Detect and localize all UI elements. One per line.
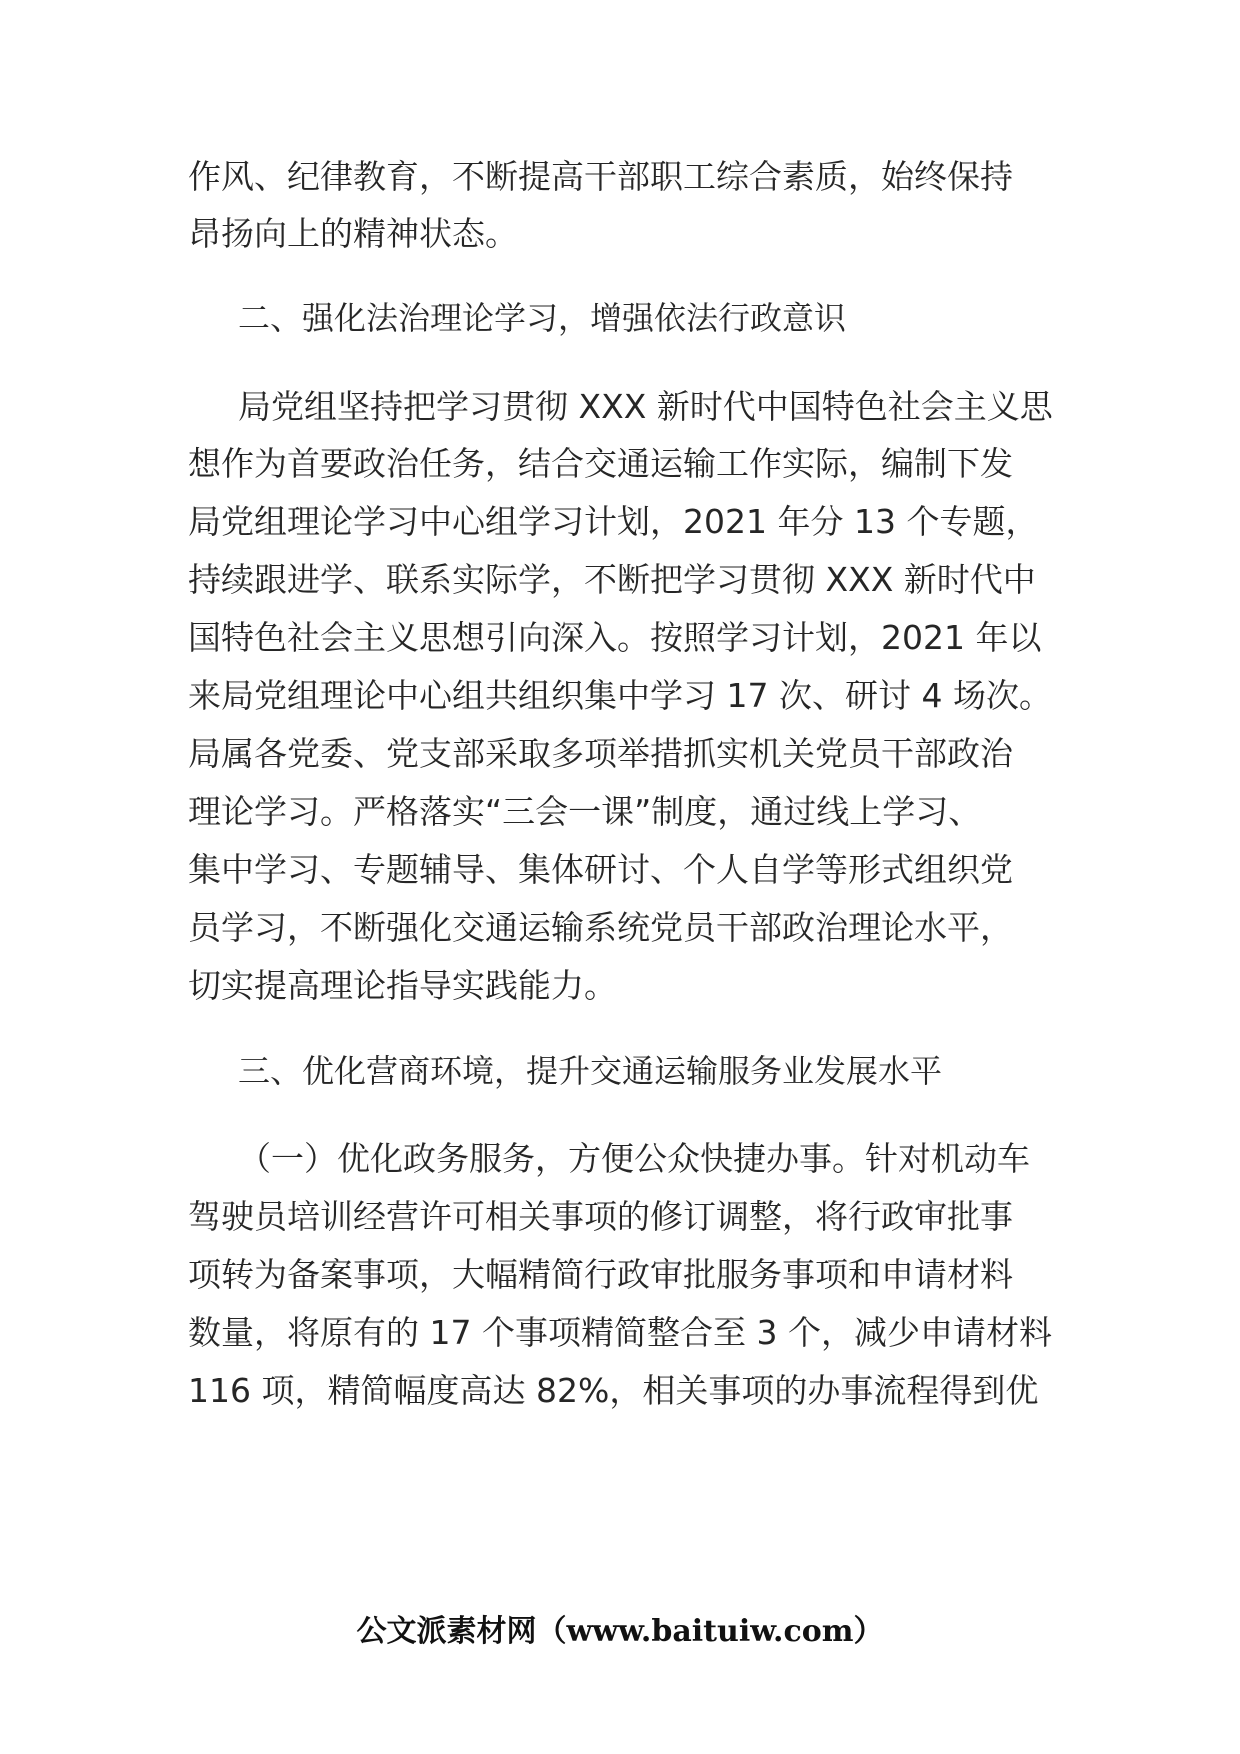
- section-heading: 二、强化法治理论学习，增强依法行政意识: [238, 299, 847, 337]
- paragraph-line: 数量，将原有的 17 个事项精简整合至 3 个，减少申请材料: [188, 1313, 1052, 1352]
- paragraph-line: 集中学习、专题辅导、集体研讨、个人自学等形式组织党: [188, 850, 1013, 889]
- paragraph-line: 切实提高理论指导实践能力。: [188, 966, 617, 1005]
- paragraph-line: 理论学习。严格落实“三会一课”制度，通过线上学习、: [188, 792, 982, 831]
- paragraph-line: 局属各党委、党支部采取多项举措抓实机关党员干部政治: [188, 734, 1013, 773]
- paragraph-line: 昂扬向上的精神状态。: [188, 214, 518, 253]
- paragraph-line: 局党组坚持把学习贯彻 XXX 新时代中国特色社会主义思: [238, 387, 1053, 426]
- paragraph-line: 持续跟进学、联系实际学，不断把学习贯彻 XXX 新时代中: [188, 560, 1036, 599]
- paragraph-line: 员学习，不断强化交通运输系统党员干部政治理论水平，: [188, 908, 1013, 947]
- footer-watermark-text: 公文派素材网（www.baituiw.com）: [356, 1614, 884, 1649]
- paragraph-line: 116 项，精简幅度高达 82%，相关事项的办事流程得到优: [188, 1371, 1039, 1410]
- paragraph-line: 国特色社会主义思想引向深入。按照学习计划，2021 年以: [188, 618, 1042, 657]
- paragraph-line: 局党组理论学习中心组学习计划，2021 年分 13 个专题，: [188, 502, 1039, 541]
- paragraph-line: 想作为首要政治任务，结合交通运输工作实际，编制下发: [188, 444, 1013, 483]
- paragraph-line: 作风、纪律教育，不断提高干部职工综合素质，始终保持: [188, 157, 1013, 196]
- paragraph-line: （一）优化政务服务，方便公众快捷办事。针对机动车: [238, 1139, 1030, 1178]
- paragraph-line: 项转为备案事项，大幅精简行政审批服务事项和申请材料: [188, 1255, 1013, 1294]
- section-heading: 三、优化营商环境，提升交通运输服务业发展水平: [238, 1052, 943, 1090]
- paragraph-line: 来局党组理论中心组共组织集中学习 17 次、研讨 4 场次。: [188, 676, 1052, 715]
- paragraph-line: 驾驶员培训经营许可相关事项的修订调整，将行政审批事: [188, 1197, 1013, 1236]
